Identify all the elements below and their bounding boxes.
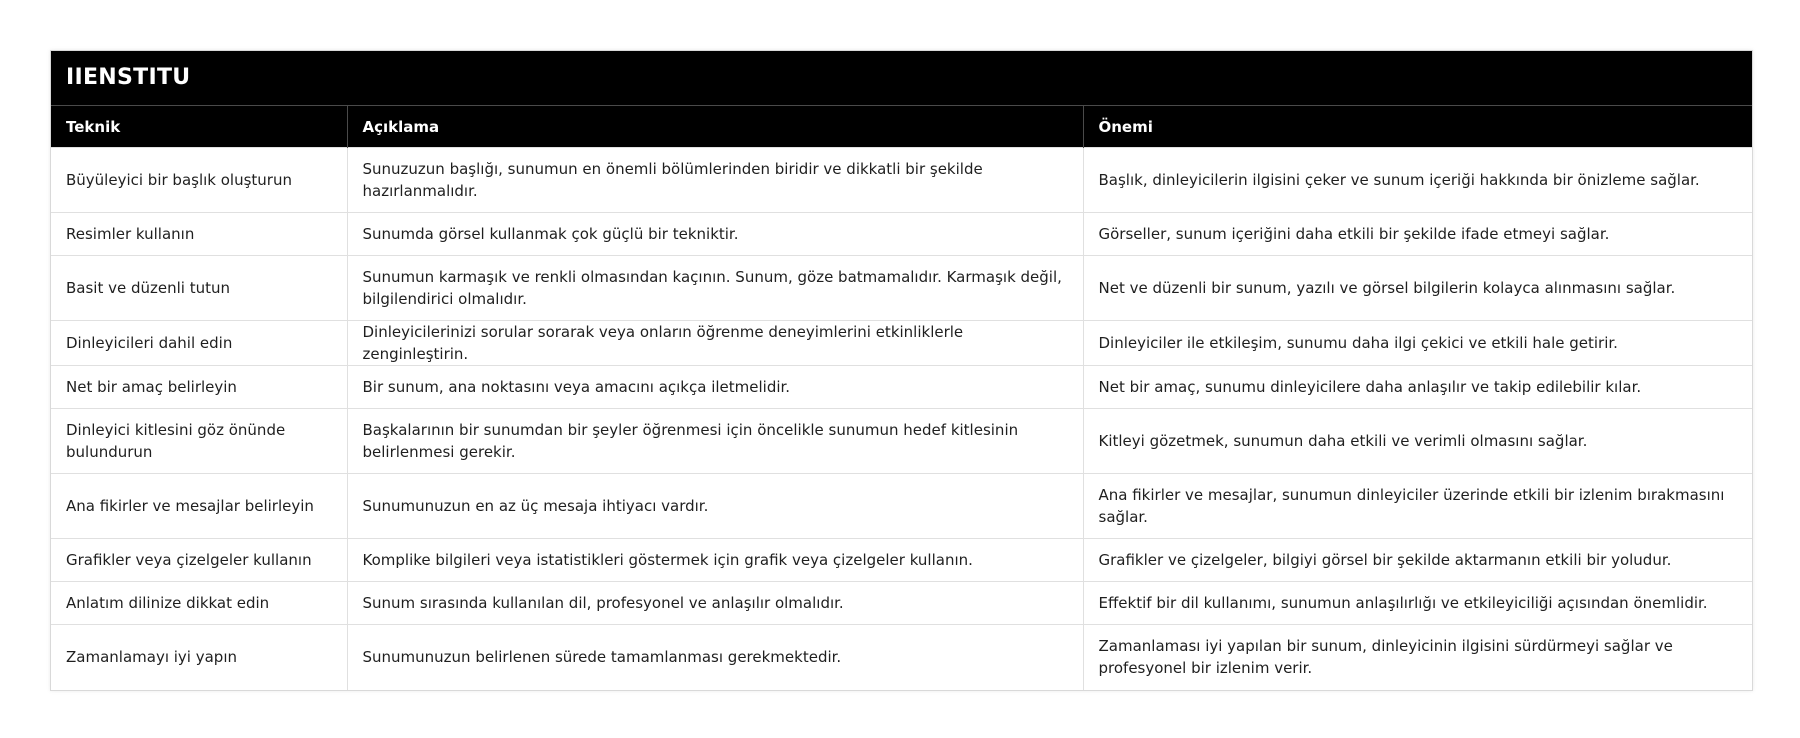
header-teknik: Teknik [51,106,347,148]
cell-aciklama: Sunum sırasında kullanılan dil, profesyonel ve anlaşılır olmalıdır. [347,582,1083,625]
cell-onemi: Kitleyi gözetmek, sunumun daha etkili ve verimli olmasını sağlar. [1083,409,1752,474]
cell-aciklama: Bir sunum, ana noktasını veya amacını açıkça iletmelidir. [347,366,1083,409]
cell-onemi: Net ve düzenli bir sunum, yazılı ve görsel bilgilerin kolayca alınmasını sağlar. [1083,256,1752,321]
content-table-card [50,50,1753,691]
cell-onemi: Zamanlaması iyi yapılan bir sunum, dinleyicinin ilgisini sürdürmeyi sağlar ve profesyonel bir izlenim verir. [1083,625,1752,690]
table-row [51,321,1752,366]
techniques-table [51,105,1752,690]
header-aciklama: Açıklama [347,106,1083,148]
cell-onemi: Başlık, dinleyicilerin ilgisini çeker ve sunum içeriği hakkında bir önizleme sağlar. [1083,148,1752,213]
table-row [51,213,1752,256]
cell-aciklama: Sunumun karmaşık ve renkli olmasından kaçının. Sunum, göze batmamalıdır. Karmaşık değil, bilgilendirici olmalıdır. [347,256,1083,321]
header-onemi: Önemi [1083,106,1752,148]
cell-teknik: Dinleyici kitlesini göz önünde bulundurun [51,409,347,474]
table-row [51,409,1752,474]
table-row [51,625,1752,690]
cell-teknik: Dinleyicileri dahil edin [51,321,347,366]
cell-teknik: Grafikler veya çizelgeler kullanın [51,539,347,582]
table-row [51,366,1752,409]
cell-onemi: Net bir amaç, sunumu dinleyicilere daha anlaşılır ve takip edilebilir kılar. [1083,366,1752,409]
cell-teknik: Zamanlamayı iyi yapın [51,625,347,690]
cell-teknik: Ana fikirler ve mesajlar belirleyin [51,474,347,539]
cell-aciklama: Dinleyicilerinizi sorular sorarak veya onların öğrenme deneyimlerini etkinliklerle zenginleştirin. [347,321,1083,366]
cell-aciklama: Sunumda görsel kullanmak çok güçlü bir tekniktir. [347,213,1083,256]
cell-aciklama: Sunumunuzun belirlenen sürede tamamlanması gerekmektedir. [347,625,1083,690]
table-row [51,582,1752,625]
cell-onemi: Ana fikirler ve mesajlar, sunumun dinleyiciler üzerinde etkili bir izlenim bırakmasını sağlar. [1083,474,1752,539]
cell-onemi: Grafikler ve çizelgeler, bilgiyi görsel bir şekilde aktarmanın etkili bir yoludur. [1083,539,1752,582]
table-row [51,148,1752,213]
cell-teknik: Resimler kullanın [51,213,347,256]
table-row [51,474,1752,539]
table-row [51,539,1752,582]
cell-teknik: Anlatım dilinize dikkat edin [51,582,347,625]
cell-teknik: Büyüleyici bir başlık oluşturun [51,148,347,213]
cell-aciklama: Komplike bilgileri veya istatistikleri göstermek için grafik veya çizelgeler kullanın. [347,539,1083,582]
cell-aciklama: Başkalarının bir sunumdan bir şeyler öğrenmesi için öncelikle sunumun hedef kitlesinin belirlenmesi gerekir. [347,409,1083,474]
brand-title: IIENSTITU [51,51,1752,105]
cell-teknik: Net bir amaç belirleyin [51,366,347,409]
table-header-row [51,106,1752,148]
cell-teknik: Basit ve düzenli tutun [51,256,347,321]
cell-aciklama: Sunumunuzun en az üç mesaja ihtiyacı vardır. [347,474,1083,539]
cell-onemi: Görseller, sunum içeriğini daha etkili bir şekilde ifade etmeyi sağlar. [1083,213,1752,256]
cell-onemi: Dinleyiciler ile etkileşim, sunumu daha ilgi çekici ve etkili hale getirir. [1083,321,1752,366]
cell-aciklama: Sunuzuzun başlığı, sunumun en önemli bölümlerinden biridir ve dikkatli bir şekilde hazırlanmalıdır. [347,148,1083,213]
cell-onemi: Effektif bir dil kullanımı, sunumun anlaşılırlığı ve etkileyiciliği açısından önemlidir. [1083,582,1752,625]
table-row [51,256,1752,321]
